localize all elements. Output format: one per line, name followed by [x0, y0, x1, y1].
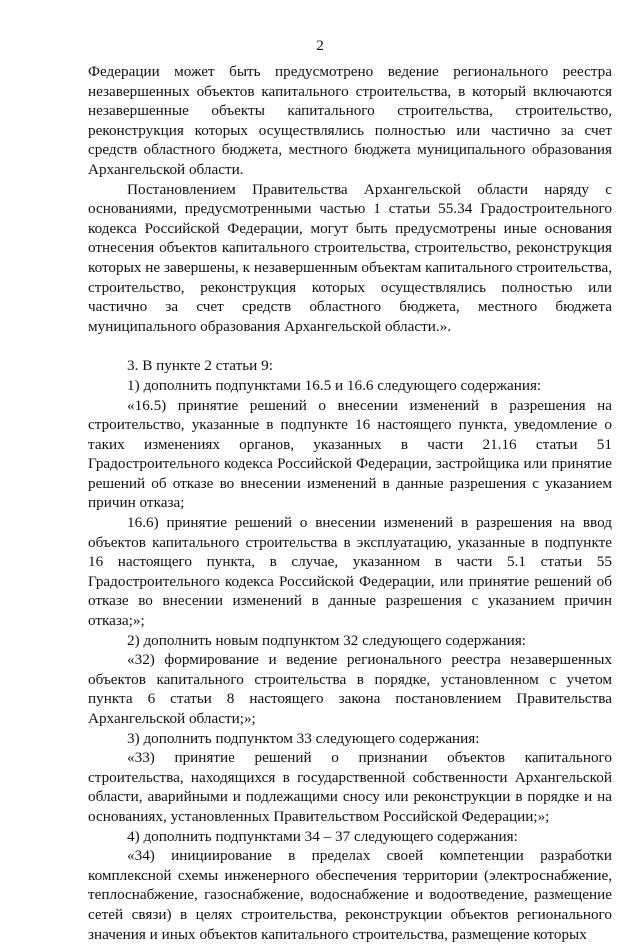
paragraph: «34) инициирование в пределах своей компетенции разработки комплексной схемы инженерного обеспечения территории (электроснабжение, теплоснабжение, газоснабжение, водоснабжение и водоотведение, размещение сетей связи) в целях строительства, реконструкции объектов регионального значения и иных объектов капитального строительства, размещение которых [88, 847, 612, 943]
paragraph: 3) дополнить подпунктом 33 следующего содержания: [127, 729, 480, 747]
paragraph-item-heading: 3. В пункте 2 статьи 9: [127, 357, 273, 375]
paragraph: 1) дополнить подпунктами 16.5 и 16.6 следующего содержания: [127, 376, 542, 394]
page-number: 2 [316, 37, 324, 54]
paragraph: «32) формирование и ведение регионального реестра незавершенных объектов капитального строительства в порядке, установленном с учетом пункта 6 статьи 8 настоящего закона постановлением Правительства Архангельской области;»; [88, 651, 612, 727]
paragraph: 2) дополнить новым подпунктом 32 следующего содержания: [127, 631, 527, 649]
paragraph-continuation: Федерации может быть предусмотрено ведение регионального реестра незавершенных объектов капитального строительства, в который включаются незавершенные объекты капитального строительства, строительство, реконструкция которых осуществлялись полностью или частично за счет средств областного бюджета, местного бюджета муниципального образования Архангельской области. [88, 63, 612, 178]
paragraph: «33) принятие решений о признании объектов капитального строительства, находящихся в государственной собственности Архангельской области, аварийными и подлежащими сносу или реконструкции в порядке и на основаниях, установленных Правительством Российской Федерации;»; [88, 749, 612, 825]
paragraph: Постановлением Правительства Архангельской области наряду с основаниями, предусмотренными частью 1 статьи 55.34 Градостроительного кодекса Российской Федерации, могут быть предусмотрены иные основания отнесения объектов капитального строительства, строительство, реконструкция которых не завершены, к незавершенным объектам капитального строительства, строительство, реконструкция которых осуществлялись полностью или частично за счет средств областного бюджета, местного бюджета муниципального образования Архангельской области.». [88, 180, 612, 335]
paragraph: «16.5) принятие решений о внесении изменений в разрешения на строительство, указанные в подпункте 16 настоящего пункта, уведомление о таких изменениях органов, указанных в части 21.16 статьи 51 Градостроительного кодекса Российской Федерации, застройщика или принятие решений об отказе во внесении изменений в данные разрешения с указанием причин отказа; [88, 396, 612, 512]
document-body [88, 62, 612, 944]
paragraph: 4) дополнить подпунктами 34 – 37 следующего содержания: [127, 827, 518, 845]
paragraph: 16.6) принятие решений о внесении изменений в разрешения на ввод объектов капитального строительства в эксплуатацию, указанные в подпункте 16 настоящего пункта, в случае, указанном в части 5.1 статьи 55 Градостроительного кодекса Российской Федерации, или принятие решений об отказе во внесении изменений в данные разрешения с указанием причин отказа;»; [88, 514, 612, 630]
